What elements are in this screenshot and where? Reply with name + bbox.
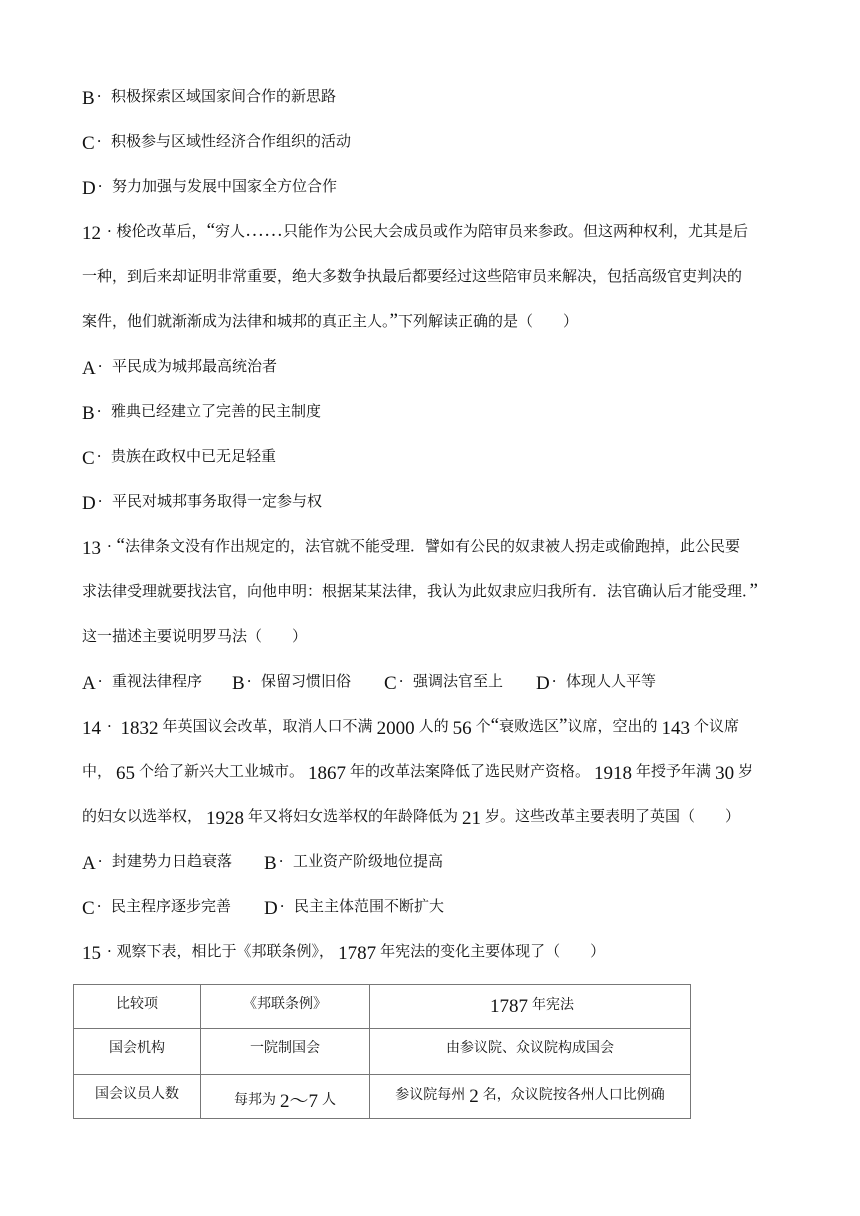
option-text: 积极参与区域性经济合作组织的活动 [111, 132, 352, 150]
option-label: A [82, 673, 96, 694]
option-text: 封建势力日趋衰落 [112, 852, 233, 870]
table-cell [370, 1075, 691, 1119]
option-text: 工业资产阶级地位提高 [293, 852, 444, 870]
number: 1928 [206, 808, 245, 829]
q11-option-d: D · 努力加强与发展中国家全方位合作 [82, 177, 338, 199]
q13-stem-line1: 13 · “法律条文没有作出规定的，法官就不能受理．譬如有公民的奴隶被人拐走或偷跑掉，此公民要 [82, 535, 740, 559]
q12-stem-line2: 一种，到后来却证明非常重要，绝大多数争执最后都要经过这些陪审员来解决，包括高级官吏判决的 [82, 267, 743, 285]
stem-text: 的妇女以选举权， [82, 807, 203, 825]
option-text: 民主程序逐步完善 [111, 897, 232, 915]
quote-open: “ [116, 535, 125, 556]
stem-text: 中， [82, 762, 113, 780]
question-number: 14 [82, 718, 101, 739]
option-text: 平民对城邦事务取得一定参与权 [112, 492, 323, 510]
option-text: 雅典已经建立了完善的民主制度 [111, 402, 322, 420]
option-text: 体现人人平等 [566, 672, 657, 690]
number: 21 [462, 808, 482, 829]
option-label: C [384, 673, 397, 694]
q11-option-b: B · 积极探索区域国家间合作的新思路 [82, 87, 337, 109]
stem-text: 年宪法的变化主要体现了（ ） [380, 942, 606, 960]
q14-stem-line1: 14 · 1832 年英国议会改革，取消人口不满 2000 人的 56 个“衰败选区”议席，空出的 143 个议席 [82, 715, 740, 739]
q13-option-c: C · 强调法官至上 [384, 672, 504, 694]
table-cell [201, 1075, 370, 1119]
stem-text: 议席，空出的 [567, 717, 658, 735]
number: 2～7 [279, 1091, 318, 1112]
question-number: 15 [82, 943, 101, 964]
ellipsis: …… [245, 220, 284, 241]
q14-options-row2 [82, 896, 445, 919]
q13-option-d: D · 体现人人平等 [536, 672, 657, 694]
option-label: D [264, 898, 278, 919]
stem-text: 个 [475, 717, 491, 735]
quote-close: ” [389, 310, 398, 331]
q12-option-a: A · 平民成为城邦最高统治者 [82, 357, 278, 379]
q11-option-c: C · 积极参与区域性经济合作组织的活动 [82, 132, 352, 154]
option-label: B [82, 88, 95, 109]
cell-text: 名，众议院按各州人口比例确 [482, 1087, 665, 1103]
option-text: 平民成为城邦最高统治者 [112, 357, 278, 375]
q14-stem-line3 [82, 806, 741, 829]
option-label: D [82, 493, 96, 514]
quote-open: “ [206, 220, 215, 241]
table-row [74, 1029, 691, 1075]
option-text: 强调法官至上 [413, 672, 504, 690]
stem-text: 求法律受理就要找法官，向他申明：根据某某法律，我认为此奴隶应归我所有．法官确认后才能受理． [82, 582, 750, 600]
stem-text: 个给了新兴大工业城市。 [139, 762, 305, 780]
option-label: B [82, 403, 95, 424]
number: 30 [715, 763, 735, 784]
option-text: 保留习惯旧俗 [261, 672, 352, 690]
q15-stem: 15 · 观察下表，相比于《邦联条例》， 1787 年宪法的变化主要体现了（ ） [82, 942, 606, 964]
stem-text: 年英国议会改革，取消人口不满 [162, 717, 373, 735]
option-label: D [536, 673, 550, 694]
header-cell: 比较项 [74, 985, 201, 1029]
table-header-row [74, 985, 691, 1029]
header-cell: 《邦联条例》 [201, 985, 370, 1029]
table-row [74, 1075, 691, 1119]
q13-stem-line2 [82, 581, 758, 601]
stem-text: 岁 [738, 762, 754, 780]
q14-option-d: D · 民主主体范围不断扩大 [264, 897, 445, 919]
q12-option-d: D · 平民对城邦事务取得一定参与权 [82, 492, 323, 514]
table-cell: 由参议院、众议院构成国会 [370, 1029, 691, 1075]
option-label: B [232, 673, 245, 694]
option-text: 努力加强与发展中国家全方位合作 [112, 177, 338, 195]
q12-option-b: B · 雅典已经建立了完善的民主制度 [82, 402, 322, 424]
table-cell: 国会议员人数 [74, 1075, 201, 1119]
number: 1867 [308, 763, 347, 784]
q13-option-a: A · 重视法律程序 [82, 672, 203, 694]
stem-text: 个议席 [694, 717, 740, 735]
option-label: C [82, 448, 95, 469]
option-label: D [82, 178, 96, 199]
stem-text: 年授予年满 [636, 762, 712, 780]
stem-text: 下列解读正确的是（ ） [397, 312, 578, 330]
option-label: A [82, 358, 96, 379]
option-text: 民主主体范围不断扩大 [294, 897, 445, 915]
q14-stem-line2 [82, 761, 754, 784]
quote-close: ” [559, 715, 568, 736]
q13-stem-line3: 这一描述主要说明罗马法（ ） [82, 627, 308, 645]
option-label: A [82, 853, 96, 874]
stem-text: 岁。这些改革主要表明了英国（ ） [485, 807, 741, 825]
stem-text: 只能作为公民大会成员或作为陪审员来参政。但这两种权利，尤其是后 [283, 222, 749, 240]
number: 1918 [594, 763, 633, 784]
number: 2 [469, 1086, 479, 1107]
quote-open: “ [490, 715, 500, 736]
quote-close: ” [749, 580, 758, 601]
number: 143 [661, 718, 690, 739]
q13-option-b: B · 保留习惯旧俗 [232, 672, 352, 694]
number: 1787 [338, 943, 377, 964]
cell-text: 年宪法 [532, 997, 574, 1013]
q14-option-b: B · 工业资产阶级地位提高 [264, 852, 444, 874]
stem-text: 梭伦改革后， [116, 222, 207, 240]
option-text: 积极探索区域国家间合作的新思路 [111, 87, 337, 105]
number: 56 [452, 718, 472, 739]
stem-text: 衰败选区 [499, 717, 560, 735]
number: 1787 [490, 996, 528, 1017]
q12-stem-line1: 12 · 梭伦改革后，“穷人……只能作为公民大会成员或作为陪审员来参政。但这两种权利，尤其是后 [82, 220, 749, 244]
stem-text: 人的 [418, 717, 449, 735]
q14-option-a: A · 封建势力日趋衰落 [82, 852, 233, 874]
q14-options-row1 [82, 851, 444, 874]
question-number: 13 [82, 538, 101, 559]
q12-stem-line3 [82, 311, 578, 331]
table-cell: 国会机构 [74, 1029, 201, 1075]
option-label: C [82, 898, 95, 919]
cell-text: 参议院每州 [395, 1087, 466, 1103]
number: 2000 [376, 718, 415, 739]
number: 65 [116, 763, 136, 784]
table-cell: 一院制国会 [201, 1029, 370, 1075]
stem-text: 观察下表，相比于《邦联条例》， [116, 942, 335, 960]
option-text: 贵族在政权中已无足轻重 [111, 447, 277, 465]
stem-text: 案件，他们就渐渐成为法律和城邦的真正主人。 [82, 312, 390, 330]
comparison-table [73, 984, 691, 1119]
header-cell [370, 985, 691, 1029]
q14-option-c: C · 民主程序逐步完善 [82, 897, 232, 919]
stem-text: 法律条文没有作出规定的，法官就不能受理．譬如有公民的奴隶被人拐走或偷跑掉，此公民要 [124, 537, 740, 555]
q12-option-c: C · 贵族在政权中已无足轻重 [82, 447, 277, 469]
number: 1832 [120, 718, 159, 739]
option-text: 重视法律程序 [112, 672, 203, 690]
stem-text: 年又将妇女选举权的年龄降低为 [248, 807, 459, 825]
stem-text: 穷人 [215, 222, 246, 240]
question-number: 12 [82, 223, 101, 244]
cell-text: 每邦为 [233, 1092, 276, 1108]
q13-options-row [82, 671, 657, 694]
option-label: C [82, 133, 95, 154]
option-label: B [264, 853, 277, 874]
stem-text: 年的改革法案降低了选民财产资格。 [350, 762, 591, 780]
cell-text: 人 [322, 1092, 336, 1108]
